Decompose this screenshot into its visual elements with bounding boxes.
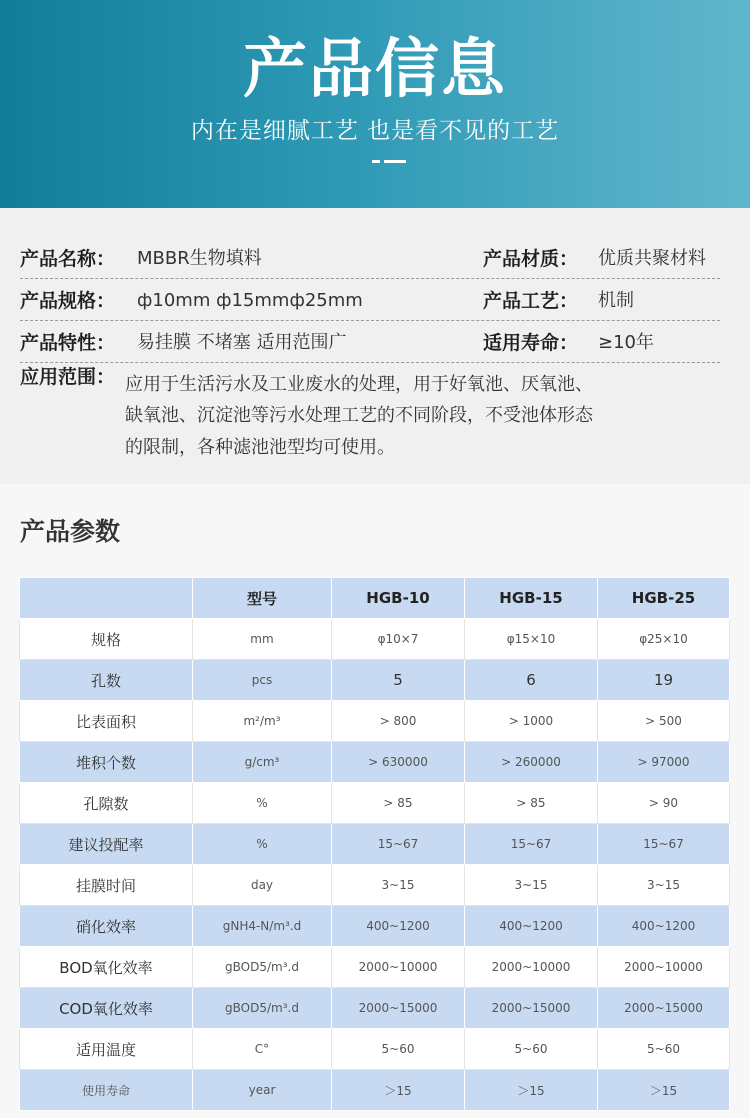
param-value: 2000~10000 (332, 947, 465, 988)
param-value: > 85 (465, 783, 598, 824)
header-banner (0, 0, 750, 208)
header-cell (20, 578, 193, 619)
page-subtitle: 内在是细腻工艺 也是看不见的工艺 (190, 118, 560, 144)
param-value: > 630000 (332, 742, 465, 783)
param-name: 孔数 (20, 660, 193, 701)
param-value: 5~60 (465, 1029, 598, 1070)
title-rule-long (384, 160, 406, 163)
table-row (20, 783, 730, 824)
param-value: 6 (465, 660, 598, 701)
table-row (20, 947, 730, 988)
param-value: φ25×10 (598, 619, 730, 660)
param-unit: day (193, 865, 332, 906)
param-unit: g/cm³ (193, 742, 332, 783)
table-row (20, 988, 730, 1029)
title-rule-short (372, 160, 380, 163)
param-value: ＞15 (465, 1070, 598, 1111)
param-value: 400~1200 (465, 906, 598, 947)
param-name: BOD氧化效率 (20, 947, 193, 988)
param-value: > 800 (332, 701, 465, 742)
info-value: ≥10年 (598, 332, 654, 353)
info-key: 产品工艺： (483, 290, 579, 312)
table-row (20, 906, 730, 947)
param-name: 规格 (20, 619, 193, 660)
info-key: 产品材质： (483, 248, 579, 270)
info-key: 适用寿命： (483, 332, 579, 354)
info-row-spec (20, 282, 720, 321)
param-value: 15~67 (598, 824, 730, 865)
table-header-row (20, 578, 730, 619)
param-name: 孔隙数 (20, 783, 193, 824)
param-unit: mm (193, 619, 332, 660)
param-value: > 85 (332, 783, 465, 824)
param-value: > 90 (598, 783, 730, 824)
param-value: φ10×7 (332, 619, 465, 660)
param-value: 19 (598, 660, 730, 701)
table-row (20, 660, 730, 701)
param-value: ＞15 (332, 1070, 465, 1111)
table-row (20, 824, 730, 865)
param-value: 2000~10000 (598, 947, 730, 988)
param-value: 5~60 (332, 1029, 465, 1070)
param-value: 2000~15000 (598, 988, 730, 1029)
param-unit: gNH4-N/m³.d (193, 906, 332, 947)
param-value: > 1000 (465, 701, 598, 742)
param-value: 3~15 (332, 865, 465, 906)
param-unit: C° (193, 1029, 332, 1070)
param-value: 2000~15000 (332, 988, 465, 1029)
info-value: 机制 (598, 290, 634, 311)
param-name: 堆积个数 (20, 742, 193, 783)
param-value: > 97000 (598, 742, 730, 783)
param-unit: m²/m³ (193, 701, 332, 742)
param-value: φ15×10 (465, 619, 598, 660)
param-unit: % (193, 783, 332, 824)
param-unit: year (193, 1070, 332, 1111)
param-value: 15~67 (465, 824, 598, 865)
info-key: 产品特性： (20, 332, 116, 354)
header-cell: HGB-15 (465, 578, 598, 619)
info-value: ф10mm ф15mmф25mm (137, 290, 363, 311)
param-value: > 260000 (465, 742, 598, 783)
table-row (20, 865, 730, 906)
table-row (20, 619, 730, 660)
info-row-name (20, 240, 720, 279)
usage-line: 应用于生活污水及工业废水的处理，用于好氧池、厌氧池、 (125, 374, 593, 395)
param-value: 2000~10000 (465, 947, 598, 988)
param-name: 使用寿命 (20, 1070, 193, 1111)
info-row-feature (20, 324, 720, 363)
param-name: 硝化效率 (20, 906, 193, 947)
info-value: MBBR生物填料 (137, 248, 262, 269)
table-row (20, 701, 730, 742)
param-value: 400~1200 (332, 906, 465, 947)
param-name: 比表面积 (20, 701, 193, 742)
param-unit: pcs (193, 660, 332, 701)
param-name: 适用温度 (20, 1029, 193, 1070)
param-value: 400~1200 (598, 906, 730, 947)
param-unit: % (193, 824, 332, 865)
info-value: 易挂膜 不堵塞 适用范围广 (137, 332, 347, 353)
param-value: 3~15 (465, 865, 598, 906)
param-unit: gBOD5/m³.d (193, 988, 332, 1029)
usage-line: 的限制，各种滤池池型均可使用。 (125, 437, 395, 458)
param-value: 2000~15000 (465, 988, 598, 1029)
param-name: 建议投配率 (20, 824, 193, 865)
param-value: 15~67 (332, 824, 465, 865)
info-key: 产品规格： (20, 290, 116, 312)
usage-line: 缺氧池、沉淀池等污水处理工艺的不同阶段，不受池体形态 (125, 405, 593, 426)
param-name: COD氧化效率 (20, 988, 193, 1029)
param-name: 挂膜时间 (20, 865, 193, 906)
param-unit: gBOD5/m³.d (193, 947, 332, 988)
info-value: 优质共聚材料 (598, 248, 706, 269)
param-value: 5 (332, 660, 465, 701)
table-row (20, 742, 730, 783)
header-cell: 型号 (193, 578, 332, 619)
parameters-title: 产品参数 (20, 517, 121, 546)
usage-key: 应用范围： (20, 366, 116, 388)
param-value: ＞15 (598, 1070, 730, 1111)
info-key: 产品名称： (20, 248, 116, 270)
table-row (20, 1029, 730, 1070)
param-value: 3~15 (598, 865, 730, 906)
header-cell: HGB-25 (598, 578, 730, 619)
page-title: 产品信息 (243, 33, 507, 107)
table-row (20, 1070, 730, 1111)
param-value: > 500 (598, 701, 730, 742)
parameters-table (19, 577, 730, 1111)
header-cell: HGB-10 (332, 578, 465, 619)
param-value: 5~60 (598, 1029, 730, 1070)
